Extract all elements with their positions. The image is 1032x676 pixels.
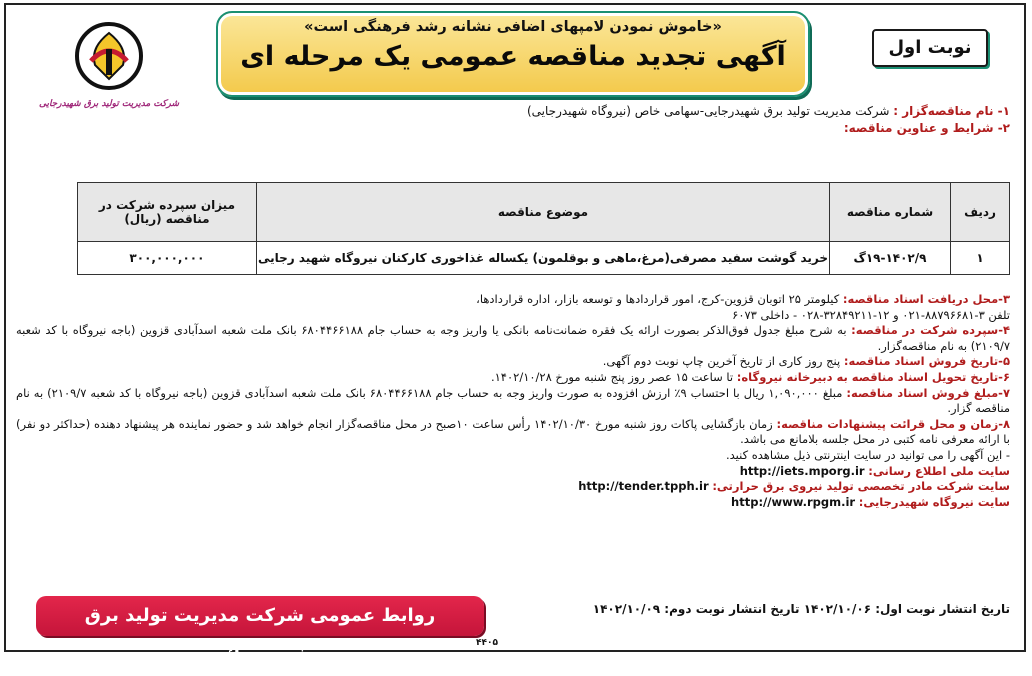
- table-row: [77, 242, 1009, 275]
- section-8-value: زمان بازگشایی پاکات روز شنبه مورخ ۱۴۰۲/۱۰/۳۰ رأس ساعت ۱۰صبح در محل مناقصه‌گزار انجام خواهد شد و حضور نماینده هر پیشنهاد دهنده (حداکثر دو نفر) با ارائه معرفی نامه کتبی در محل جلسه بلامانع می باشد.: [16, 416, 1010, 447]
- section-1-value: شرکت مدیریت تولید برق شهیدرجایی-سهامی خاص (نیروگاه شهیدرجایی): [526, 104, 890, 118]
- section-5-label: ۵-تاریخ فروش اسناد مناقصه:: [843, 354, 1010, 369]
- section-1-label: ۱- نام مناقصه‌گزار :: [893, 104, 1010, 118]
- section-2-label: ۲- شرایط و عناوین مناقصه:: [843, 121, 1010, 135]
- section-3-value: کیلومتر ۲۵ اتوبان قزوین-کرج، امور قراردادها و توسعه بازار، اداره قراردادها،: [476, 292, 840, 306]
- power-plant-logo-icon: [69, 21, 149, 91]
- section-5-value: پنج روز کاری از تاریخ آخرین چاپ نوبت دوم آگهی.: [602, 354, 841, 369]
- site-power-plant: [16, 495, 1010, 511]
- col-header-deposit: میزان سپرده شرکت در مناقصه (ریال): [77, 183, 256, 242]
- section-4: [16, 323, 1010, 354]
- col-header-row-number: ردیف: [951, 183, 1010, 242]
- tender-table: [77, 182, 1010, 275]
- section-7-label: ۷-مبلغ فروش اسناد مناقصه:: [846, 385, 1010, 400]
- section-2: [16, 120, 1010, 137]
- section-6-label: ۶-تاریخ تحویل اسناد مناقصه به دبیرخانه نیروگاه:: [736, 369, 1010, 384]
- col-header-tender-number: شماره مناقصه: [830, 183, 951, 242]
- banner-subtitle: «خاموش نمودن لامپهای اضافی نشانه رشد فرهنگی است»: [304, 19, 722, 35]
- public-relations-banner: روابط عمومی شرکت مدیریت تولید برق شهیدرجائی: [36, 596, 484, 636]
- site-national-link[interactable]: http://iets.mporg.ir: [739, 463, 865, 478]
- section-1: [16, 103, 1010, 120]
- tender-notice-page: [4, 3, 1026, 666]
- section-4-label: ۴-سپرده شرکت در مناقصه:: [851, 323, 1011, 338]
- site-power-plant-link[interactable]: http://www.rpgm.ir: [731, 494, 856, 509]
- site-parent-company: [16, 479, 1010, 495]
- intro-sections: [16, 103, 1010, 137]
- title-banner: [216, 11, 810, 97]
- cell-deposit: ۳۰۰,۰۰۰,۰۰۰: [77, 242, 256, 275]
- site-parent-company-label: سایت شرکت مادر تخصصی تولید نیروی برق حرارتی:: [712, 479, 1010, 494]
- cell-row-number: ۱: [951, 242, 1010, 275]
- section-6-value: تا ساعت ۱۵ عصر روز پنج شنبه مورخ ۱۴۰۲/۱۰/۲۸.: [490, 369, 734, 384]
- section-3-phone: تلفن ۳-۸۸۷۹۶۶۸۱-۰۲۱ و ۱۲-۳۲۸۴۹۲۱۱-۰۲۸ - داخلی ۶۰۷۳: [732, 307, 1010, 322]
- logo-caption: شرکت مدیریت تولید برق شهیدرجایی: [38, 99, 180, 109]
- site-national-label: سایت ملی اطلاع رسانی:: [868, 463, 1010, 478]
- section-4-value: به شرح مبلغ جدول فوق‌الذکر بصورت ارائه یک فقره ضمانت‌نامه بانکی یا واریز وجه به حساب جام ۶۸۰۴۴۶۶۱۸۸ بانک ملت شعبه اسدآبادی قزوین (باجه نیروگاه با کد شعبه ۲۱۰۹/۷) به نام مناقصه‌گزار.: [16, 323, 1010, 353]
- section-6: [16, 370, 1010, 386]
- section-8: [16, 417, 1010, 448]
- site-parent-company-link[interactable]: http://tender.tpph.ir: [578, 479, 709, 494]
- turn-badge: نوبت اول: [872, 29, 988, 67]
- sites-note: - این آگهی را می توانید در سایت اینترنتی ذیل مشاهده کنید.: [725, 447, 1010, 462]
- site-power-plant-label: سایت نیروگاه شهیدرجایی:: [858, 494, 1010, 509]
- ad-code: ۴۴۰۵: [476, 638, 498, 648]
- section-3: [16, 292, 1010, 308]
- section-3-label: ۳-محل دریافت اسناد مناقصه:: [842, 292, 1010, 306]
- tender-details: [16, 292, 1010, 510]
- section-8-label: ۸-زمان و محل قرائت پیشنهادات مناقصه:: [776, 416, 1011, 431]
- cell-tender-number: ۱۹-۱۴۰۲/۹گ: [830, 242, 951, 275]
- cell-subject: خرید گوشت سفید مصرفی(مرغ،ماهی و بوقلمون) یکساله غذاخوری کارکنان نیروگاه شهید رجایی: [256, 242, 829, 275]
- site-national: [16, 464, 1010, 480]
- table-header-row: [77, 183, 1009, 242]
- section-7-value: مبلغ ۱,۰۹۰,۰۰۰ ریال با احتساب ۹٪ ارزش افزوده به صورت واریز وجه به حساب جام ۶۸۰۴۴۶۶۱۸۸ بانک ملت شعبه اسدآبادی قزوین (باجه نیروگاه با کد شعبه ۲۱۰۹/۷) به نام مناقصه گزار.: [16, 385, 1010, 416]
- section-7: [16, 386, 1010, 417]
- publication-dates: تاریخ انتشار نوبت اول: ۱۴۰۲/۱۰/۰۶ تاریخ انتشار نوبت دوم: ۱۴۰۲/۱۰/۰۹: [592, 602, 1010, 616]
- col-header-subject: موضوع مناقصه: [256, 183, 829, 242]
- section-5: [16, 354, 1010, 370]
- banner-title: آگهی تجدید مناقصه عمومی یک مرحله ای: [240, 41, 786, 72]
